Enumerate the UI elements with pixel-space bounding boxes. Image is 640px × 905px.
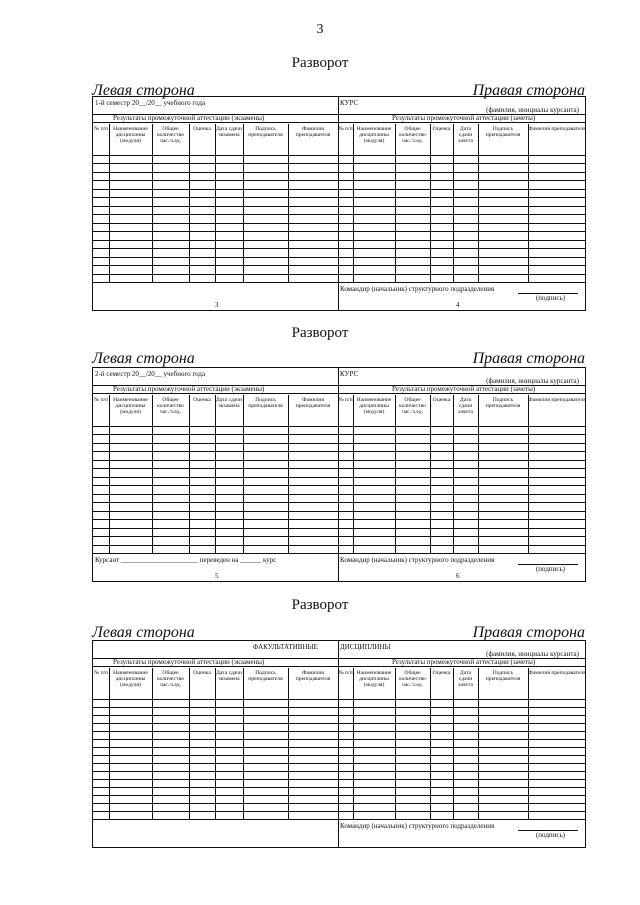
table-row-line xyxy=(93,803,338,804)
column-header: Оценка xyxy=(193,670,211,676)
column-divider xyxy=(430,124,431,282)
column-divider xyxy=(528,668,529,819)
column-header: Дата сдачи экзамена xyxy=(216,126,242,139)
column-header: Общее количество час./з.ед. xyxy=(157,397,184,416)
table-row-line xyxy=(93,189,338,190)
course-label: ДИСЦИПЛИНЫ xyxy=(340,643,391,651)
right-page xyxy=(338,368,585,581)
table-row-line xyxy=(338,739,585,740)
column-header: Наименование дисциплины (модуля) xyxy=(356,670,392,689)
attestation-form xyxy=(92,640,586,848)
left-page xyxy=(93,97,339,310)
header-bottom-line xyxy=(338,155,585,156)
table-row-line xyxy=(93,494,338,495)
table-row-line xyxy=(338,477,585,478)
table-row-line xyxy=(338,502,585,503)
table-row-line xyxy=(93,485,338,486)
column-divider xyxy=(243,668,244,819)
left-side-label: Левая сторона xyxy=(92,350,195,367)
column-divider xyxy=(353,395,354,553)
table-row-line xyxy=(338,434,585,435)
table-row-line xyxy=(338,248,585,249)
table-row-line xyxy=(338,803,585,804)
column-divider xyxy=(109,124,110,282)
table-row-line xyxy=(93,519,338,520)
table-row-line xyxy=(338,787,585,788)
right-page xyxy=(338,641,585,847)
right-side-label: Правая сторона xyxy=(472,350,585,367)
table-row-line xyxy=(93,443,338,444)
table-row-line xyxy=(93,528,338,529)
table-row-line xyxy=(338,451,585,452)
header-bottom-line xyxy=(338,426,585,427)
table-row-line xyxy=(338,163,585,164)
column-divider xyxy=(395,124,396,282)
header-divider xyxy=(93,666,338,667)
column-header: Дата сдачи экзамена xyxy=(216,397,242,410)
attestation-form xyxy=(92,367,586,582)
column-divider xyxy=(353,124,354,282)
header-divider xyxy=(338,393,585,394)
table-row-line xyxy=(93,545,338,546)
column-divider xyxy=(189,124,190,282)
table-row-line xyxy=(338,795,585,796)
table-row-line xyxy=(93,434,338,435)
table-row-line xyxy=(93,795,338,796)
table-row-line xyxy=(338,282,585,283)
column-divider xyxy=(189,668,190,819)
table-row-line xyxy=(93,180,338,181)
column-divider xyxy=(243,124,244,282)
right-side-label: Правая сторона xyxy=(472,82,585,99)
column-divider xyxy=(109,395,110,553)
column-divider xyxy=(430,668,431,819)
table-row-line xyxy=(93,223,338,224)
column-header: Дата сдачи зачета xyxy=(458,397,473,416)
header-bottom-line xyxy=(338,699,585,700)
table-row-line xyxy=(93,248,338,249)
semester-heading: ФАКУЛЬТАТИВНЫЕ xyxy=(253,643,318,651)
left-page xyxy=(93,641,339,847)
column-header: Общее количество час./з.ед. xyxy=(399,126,426,145)
table-row-line xyxy=(338,257,585,258)
table-row-line xyxy=(338,214,585,215)
column-divider xyxy=(152,395,153,553)
table-row-line xyxy=(93,755,338,756)
column-header: № п/п xyxy=(338,126,353,132)
column-divider xyxy=(528,124,529,282)
left-page-number: 5 xyxy=(215,572,219,580)
table-row-line xyxy=(93,172,338,173)
column-header: Наименование дисциплины (модуля) xyxy=(356,126,392,145)
table-row-line xyxy=(338,763,585,764)
table-row-line xyxy=(338,731,585,732)
header-bottom-line xyxy=(93,699,338,700)
table-row-line xyxy=(338,274,585,275)
column-divider xyxy=(109,668,110,819)
spread-title: Разворот xyxy=(291,55,349,71)
right-page-number: 6 xyxy=(456,572,460,580)
column-header: Оценка xyxy=(432,670,451,676)
column-divider xyxy=(395,395,396,553)
column-header: Фамилия преподавателя xyxy=(295,126,331,139)
table-row-line xyxy=(338,819,585,820)
column-header: № п/п xyxy=(93,670,109,676)
table-row-line xyxy=(338,189,585,190)
table-row-line xyxy=(338,494,585,495)
column-divider xyxy=(288,124,289,282)
column-header: № п/п xyxy=(338,670,353,676)
table-row-line xyxy=(338,779,585,780)
course-label: КУРС xyxy=(340,370,359,378)
column-header: Оценка xyxy=(432,397,451,403)
column-divider xyxy=(453,668,454,819)
left-page xyxy=(93,368,339,581)
column-divider xyxy=(430,395,431,553)
table-row-line xyxy=(93,763,338,764)
header-divider xyxy=(338,666,585,667)
column-header: Наименование дисциплины (модуля) xyxy=(356,397,392,416)
column-header: № п/п xyxy=(93,397,109,403)
right-page-number: 4 xyxy=(456,301,460,309)
semester-heading: 2-й семестр 20__/20__ учебного года xyxy=(95,370,206,378)
page-number: 3 xyxy=(316,22,324,37)
column-divider xyxy=(453,395,454,553)
credit-results-heading: Результаты промежуточной аттестации (зачеты) xyxy=(392,658,536,666)
table-row-line xyxy=(338,240,585,241)
table-row-line xyxy=(338,545,585,546)
column-header: Фамилия преподавателя xyxy=(528,670,586,676)
signature-caption: (подпись) xyxy=(535,294,565,302)
course-label: КУРС xyxy=(340,99,359,107)
column-header: Дата сдачи зачета xyxy=(458,670,473,689)
student-name-caption: (фамилия, инициалы курсанта) xyxy=(486,377,579,385)
spread-title: Разворот xyxy=(291,597,349,613)
table-row-line xyxy=(338,460,585,461)
column-divider xyxy=(215,124,216,282)
column-header: Общее количество час./з.ед. xyxy=(399,397,426,416)
table-row-line xyxy=(338,723,585,724)
column-divider xyxy=(152,668,153,819)
commander-line: Командир (начальник) структурного подразделения xyxy=(340,285,495,293)
exam-results-heading: Результаты промежуточной аттестации (экзамены) xyxy=(113,658,265,666)
column-divider xyxy=(528,395,529,553)
column-header: Наименование дисциплины (модуля) xyxy=(113,670,148,689)
column-header: Общее количество час./з.ед. xyxy=(157,670,184,689)
left-side-label: Левая сторона xyxy=(92,624,195,641)
credit-results-heading: Результаты промежуточной аттестации (зачеты) xyxy=(392,385,536,393)
column-divider xyxy=(243,395,244,553)
column-divider xyxy=(215,668,216,819)
table-row-line xyxy=(93,206,338,207)
column-header: Подпись преподавателя xyxy=(248,397,283,410)
exam-results-heading: Результаты промежуточной аттестации (экзамены) xyxy=(113,114,265,122)
column-header: № п/п xyxy=(338,397,353,403)
table-row-line xyxy=(93,214,338,215)
column-divider xyxy=(478,668,479,819)
table-row-line xyxy=(338,747,585,748)
left-side-label: Левая сторона xyxy=(92,82,195,99)
column-header: Подпись преподавателя xyxy=(485,126,521,139)
table-row-line xyxy=(338,519,585,520)
table-row-line xyxy=(338,755,585,756)
table-row-line xyxy=(338,206,585,207)
table-row-line xyxy=(93,240,338,241)
table-row-line xyxy=(93,553,338,554)
table-row-line xyxy=(338,811,585,812)
column-divider xyxy=(189,395,190,553)
table-row-line xyxy=(338,528,585,529)
attestation-form xyxy=(92,96,586,311)
column-divider xyxy=(152,124,153,282)
column-header: Оценка xyxy=(193,397,211,403)
table-row-line xyxy=(93,511,338,512)
table-row-line xyxy=(93,787,338,788)
table-row-line xyxy=(338,443,585,444)
semester-heading: 1-й семестр 20__/20__ учебного года xyxy=(95,99,206,107)
column-divider xyxy=(288,395,289,553)
column-header: № п/п xyxy=(93,126,109,132)
column-header: Оценка xyxy=(432,126,451,132)
table-row-line xyxy=(93,723,338,724)
student-name-caption: (фамилия, инициалы курсанта) xyxy=(486,106,579,114)
table-row-line xyxy=(93,468,338,469)
table-row-line xyxy=(338,707,585,708)
table-row-line xyxy=(338,536,585,537)
table-row-line xyxy=(93,747,338,748)
header-divider xyxy=(93,122,338,123)
column-header: Подпись преподавателя xyxy=(485,397,521,410)
column-header: Оценка xyxy=(193,126,211,132)
table-row-line xyxy=(93,451,338,452)
credit-results-heading: Результаты промежуточной аттестации (зачеты) xyxy=(392,114,536,122)
right-side-label: Правая сторона xyxy=(472,624,585,641)
table-row-line xyxy=(93,771,338,772)
table-row-line xyxy=(93,779,338,780)
signature-caption: (подпись) xyxy=(535,831,565,839)
header-bottom-line xyxy=(93,155,338,156)
signature-caption: (подпись) xyxy=(535,565,565,573)
column-header: Подпись преподавателя xyxy=(248,670,283,683)
left-page-number: 3 xyxy=(215,301,219,309)
table-row-line xyxy=(93,231,338,232)
table-row-line xyxy=(338,223,585,224)
table-row-line xyxy=(338,485,585,486)
table-row-line xyxy=(338,265,585,266)
column-header: Общее количество час./з.ед. xyxy=(399,670,426,689)
column-header: Фамилия преподавателя xyxy=(295,670,331,683)
table-row-line xyxy=(93,715,338,716)
table-row-line xyxy=(338,180,585,181)
table-row-line xyxy=(338,468,585,469)
table-row-line xyxy=(93,811,338,812)
column-header: Подпись преподавателя xyxy=(248,126,283,139)
column-divider xyxy=(395,668,396,819)
column-header: Фамилия преподавателя xyxy=(295,397,331,410)
commander-line: Командир (начальник) структурного подразделения xyxy=(340,556,495,564)
table-row-line xyxy=(338,231,585,232)
table-row-line xyxy=(93,197,338,198)
column-header: Наименование дисциплины (модуля) xyxy=(113,126,148,145)
table-row-line xyxy=(338,715,585,716)
column-divider xyxy=(288,668,289,819)
table-row-line xyxy=(338,511,585,512)
table-row-line xyxy=(93,739,338,740)
column-divider xyxy=(353,668,354,819)
table-row-line xyxy=(93,163,338,164)
header-divider xyxy=(338,122,585,123)
column-header: Наименование дисциплины (модуля) xyxy=(113,397,148,416)
table-row-line xyxy=(93,460,338,461)
table-row-line xyxy=(93,707,338,708)
student-name-caption: (фамилия, инициалы курсанта) xyxy=(486,650,579,658)
table-row-line xyxy=(93,477,338,478)
commander-line: Командир (начальник) структурного подразделения xyxy=(340,822,495,830)
column-header: Фамилия преподавателя xyxy=(528,397,586,403)
column-divider xyxy=(215,395,216,553)
table-row-line xyxy=(93,265,338,266)
promotion-line: Курсант ______________________ переведен на ______ курс xyxy=(95,556,277,564)
table-row-line xyxy=(338,172,585,173)
table-row-line xyxy=(93,274,338,275)
table-row-line xyxy=(93,282,338,283)
exam-results-heading: Результаты промежуточной аттестации (экзамены) xyxy=(113,385,265,393)
table-row-line xyxy=(93,257,338,258)
table-row-line xyxy=(93,502,338,503)
column-divider xyxy=(478,124,479,282)
header-bottom-line xyxy=(93,426,338,427)
header-divider xyxy=(93,393,338,394)
spread-title: Разворот xyxy=(291,325,349,341)
column-divider xyxy=(453,124,454,282)
right-page xyxy=(338,97,585,310)
column-header: Подпись преподавателя xyxy=(485,670,521,683)
table-row-line xyxy=(338,197,585,198)
column-header: Фамилия преподавателя xyxy=(528,126,586,132)
column-header: Общее количество час./з.ед. xyxy=(157,126,184,145)
table-row-line xyxy=(93,731,338,732)
column-header: Дата сдачи зачета xyxy=(458,126,473,145)
table-row-line xyxy=(338,771,585,772)
table-row-line xyxy=(93,819,338,820)
table-row-line xyxy=(93,536,338,537)
table-row-line xyxy=(338,553,585,554)
column-divider xyxy=(478,395,479,553)
column-header: Дата сдачи экзамена xyxy=(216,670,242,683)
